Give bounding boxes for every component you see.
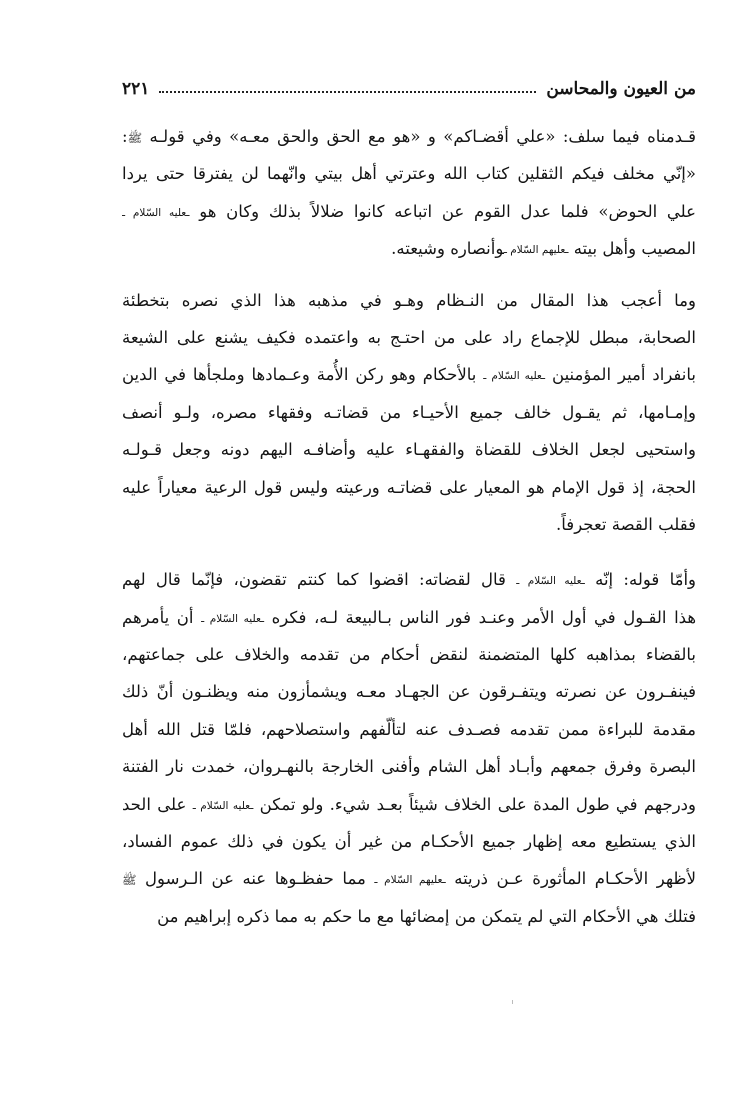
paragraph-gap [122,543,696,561]
text-line: مقدمة للبراءة ممن تقدمه فصـدف عنه لتألّفهم واستصلاحهم، فلمّا قتل الله أهل [122,719,696,739]
text-line: وأمّا قوله: إنّه ـعليه السّلام ـ قال لقضاته: اقضوا كما كنتم تقضون، فإنّما قال لهم [122,570,696,590]
honorific: ـعليه السّلام ـ [122,206,190,219]
running-header [122,72,696,106]
text-line: المصيب وأهل بيته ـعليهم السّلام ـوأنصاره وشيعته. [391,239,696,259]
page-number: ٢٢١ [122,79,150,99]
text-line: ودرجهم في طول المدة على الخلاف شيئاً بعـد شيء. ولو تمكن ـعليه السّلام ـ على الحد [122,794,696,814]
text-line: بالقضاء بمذاهبه كلها المتضمنة لنقض أحكام من تقدمه والخلاف على جماعتهم، [122,645,696,665]
text-line: وإمـامها، ثم يقـول خالف جميع الأحيـاء من قضاتـه وفقهاء مصره، ولـو أنصف [122,402,696,422]
text-line: الصحابة، مبطل للإجماع راد على من احتـج به واعتمده فكيف يشنع على الشيعة [122,327,696,347]
honorific: ـعليهم السّلام ـ [374,874,446,887]
text-line: الذي يستطيع معه إظهار جميع الأحكـام من غير أن يكون في ذلك عموم الفساد، [122,832,696,852]
leader-dots [159,91,536,93]
honorific: ﷺ [122,873,137,888]
honorific: ـعليهم السّلام ـ [503,244,569,257]
text-line: البصرة وفرق جمعهم وأبـاد أهل الشام وأفنى الخارجة بالنهـروان، خمدت نار الفتنة [122,757,696,777]
text-line: فينفـرون عن نصرته ويتفـرقون عن الجهـاد معـه ويشمأزون منه ويظنـون أنّ ذلك [122,682,696,702]
text-line: بانفراد أمير المؤمنين ـعليه السّلام ـ بالأحكام وهو ركن الأُمة وعـمادها وملجأها في الدين [122,365,696,385]
text-line: قـدمناه فيما سلف: «علي أقضـاكم» و «هو مع الحق والحق معـه» وفي قولـه ﷺ: [122,127,696,146]
honorific: ﷺ [127,131,143,145]
honorific: ـعليه السّلام ـ [483,370,546,383]
running-title: من العيون والمحاسن [546,79,696,99]
text-line: فقلب القصة تعجرفاً. [556,514,696,534]
page-body [122,118,696,935]
paragraph [122,561,696,935]
text-line: لأظهر الأحكـام المأثورة عـن ذريته ـعليهم السّلام ـ مما حفظـوها عنه عن الـرسول ﷺ [122,869,696,889]
text-line: فتلك هي الأحكام التي لم يتمكن من إمضائها مع ما حكم به مما ذكره إبراهيم من [157,906,696,926]
paragraph [122,282,696,544]
text-line: هذا القـول في أول الأمر وعنـد فور الناس بـالبيعة لـه، فكره ـعليه السّلام ـ أن يأمرهم [122,607,696,627]
text-line: وما أعجب هذا المقال من النـظام وهـو في مذهبه هذا الذي نصره بتخطئة [122,290,696,310]
paragraph [122,118,696,268]
scan-mark [512,1000,513,1004]
text-line: الحجة، إذ قول الإمام هو المعيار على قضاتـه ورعيته وليس قول الرعية معياراً عليه [122,477,696,497]
text-line: واستحيى لجعل الخلاف للقضاة والفقهـاء عليه وأضافـه اليهم دونه وجعل قـولـه [122,440,696,460]
honorific: ـعليه السّلام ـ [516,575,585,588]
text-line: علي الحوض» فلما عدل القوم عن اتباعه كانوا ضلالاً بذلك وكان هو ـعليه السّلام ـ [122,201,696,221]
text-line: «إنّي مخلف فيكم الثقلين كتاب الله وعترتي أهل بيتي وانّهما لن يفترقا حتى يردا [122,164,696,184]
paragraph-gap [122,268,696,282]
honorific: ـعليه السّلام ـ [192,799,254,812]
honorific: ـعليه السّلام ـ [201,612,265,625]
